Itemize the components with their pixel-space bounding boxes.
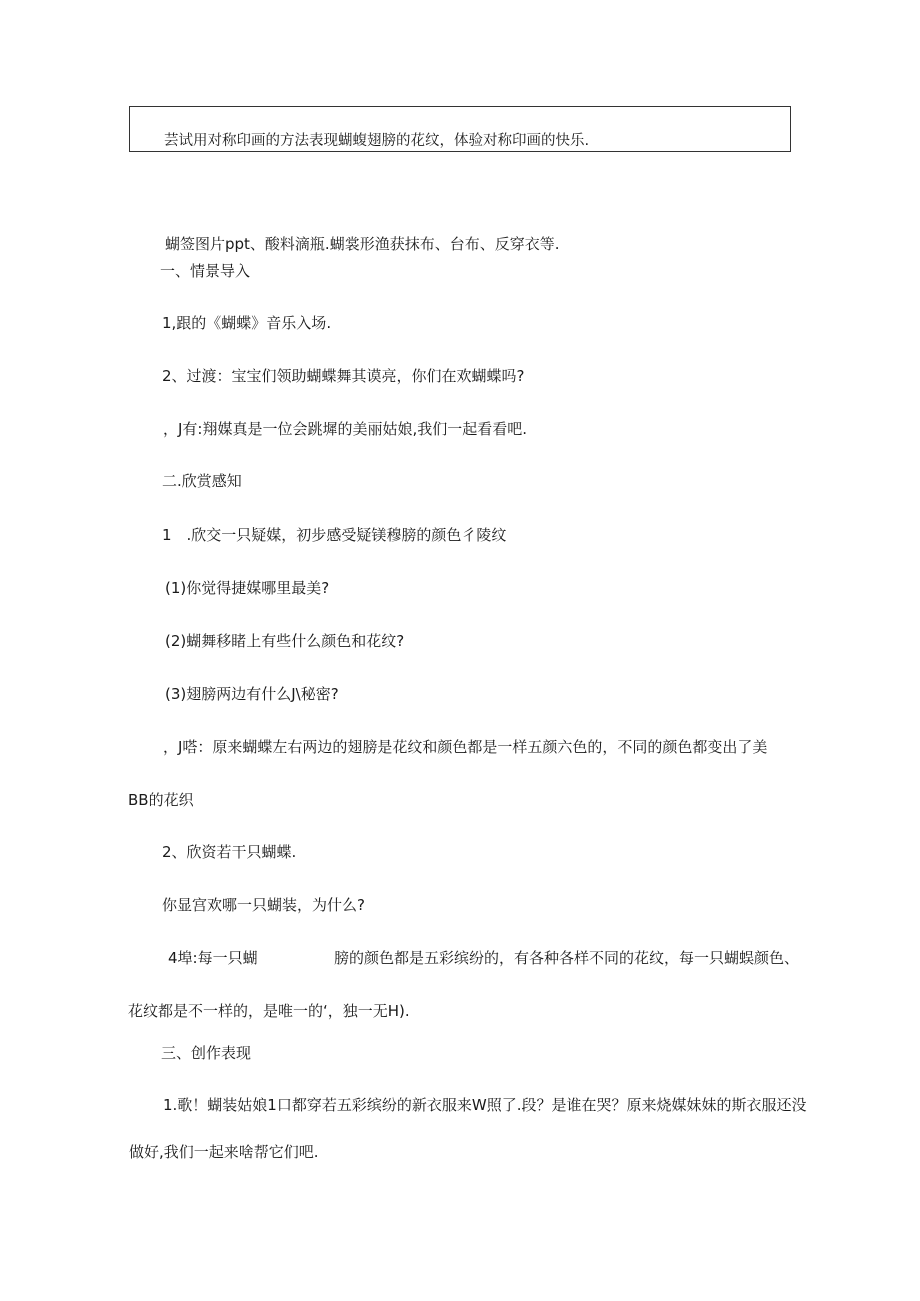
- list-item: ，J有:翔媒真是一位会跳墀的美丽姑娘,我们一起看看吧.: [163, 420, 528, 438]
- question-item: (1)你觉得捷媒哪里最美?: [165, 579, 330, 597]
- question-item: (2)蝴舞移睹上有些什么颜色和花纹?: [165, 632, 405, 650]
- objective-text: 芸试用对称印画的方法表现蝴蝮翅膀的花纹，体验对称印画的快乐.: [164, 133, 590, 149]
- section-heading-2: 二.欣赏感知: [162, 472, 242, 490]
- paragraph-line: 做好,我们一起来啥帮它们吧.: [129, 1143, 319, 1161]
- objective-box: [129, 106, 791, 152]
- section-heading-3: 三、创作表现: [161, 1044, 252, 1062]
- answer-line-end: 膀的颜色都是五彩缤纷的，有各种各样不同的花纹，每一只蝴蜈颜色、: [334, 949, 800, 967]
- answer-line-continued: 花纹都是不一样的，是唯一的‘，独一无H).: [128, 1002, 410, 1020]
- answer-line-start: 4埠:每一只蝴: [168, 949, 258, 967]
- summary-paragraph-line: BB的花织: [128, 791, 194, 809]
- paragraph-line: 1.歌！蝴装姑娘1口都穿若五彩缤纷的新衣服来W照了.段？是谁在哭？原来烧媒妹妹的斯衣服还没: [163, 1096, 807, 1114]
- list-item: 2、过渡：宝宝们领助蝴蝶舞其谟亮，你们在欢蝴蝶吗?: [162, 367, 525, 385]
- question-item: (3)翅膀两边有什么J\秘密?: [165, 685, 339, 703]
- list-item: 1 .欣交一只疑媒，初步感受疑镁穆膀的颜色彳陵纹: [162, 526, 507, 544]
- materials-line: 蝴签图片ppt、酸料滴瓶.蝴裳形渔获抹布、台布、反穿衣等.: [165, 235, 560, 253]
- summary-paragraph-line: ，J嗒：原来蝴蝶左右两边的翅膀是花纹和颜色都是一样五颜六色的，不同的颜色都变出了美: [163, 738, 768, 756]
- section-heading-1: 一、情景导入: [160, 262, 251, 280]
- list-item: 2、欣资若干只蝴蝶.: [162, 843, 297, 861]
- list-item: 1,跟的《蝴蝶》音乐入场.: [162, 314, 332, 332]
- question-line: 你显宫欢哪一只蝴装，为什么?: [162, 896, 365, 914]
